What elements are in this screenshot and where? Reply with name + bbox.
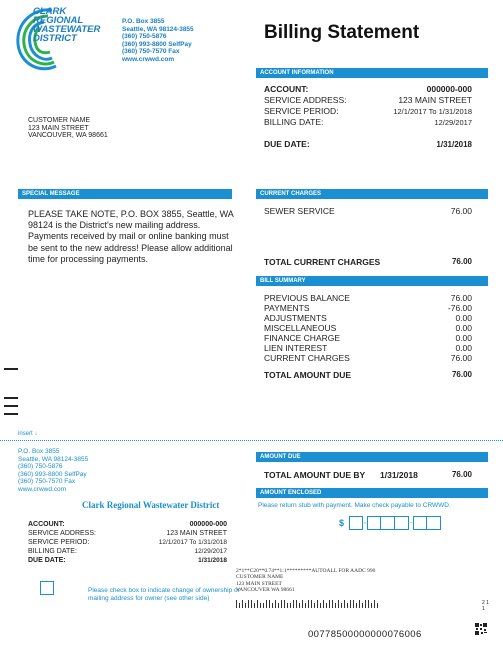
- stub-contact-po-box: P.O. Box 3855: [18, 448, 60, 455]
- mailing-address-block: [236, 568, 375, 593]
- contact-block: [122, 18, 194, 63]
- stub-contact-selfpay: (360) 993-8800 SelfPay: [18, 470, 87, 478]
- sewer-service-value: 76.00: [450, 206, 472, 216]
- summary-lien-value: 0.00: [455, 343, 472, 353]
- total-amount-due-label: TOTAL AMOUNT DUE: [264, 370, 352, 380]
- contact-fax: (360) 750-7570 Fax: [122, 48, 180, 55]
- contact-city: Seattle, WA 98124-3855: [122, 25, 194, 33]
- stub-contact-city: Seattle, WA 98124-3855: [18, 455, 89, 463]
- stub-billing-label: BILLING DATE:: [28, 548, 77, 555]
- mail-name: CUSTOMER NAME: [236, 574, 284, 581]
- stub-due-label: DUE DATE:: [28, 557, 66, 564]
- logo-name: [33, 7, 100, 43]
- stub-contact: [18, 448, 88, 494]
- service-address-label: SERVICE ADDRESS:: [264, 95, 347, 105]
- service-period-label: SERVICE PERIOD:: [264, 106, 339, 116]
- special-message-text: PLEASE TAKE NOTE, P.O. BOX 3855, Seattle, WA 98124 is the District's new mailing address. Payments received by mail or online banking must be sent to the new address! Please allow additional time for processing payments.: [28, 209, 234, 264]
- stub-address-value: 123 MAIN STREET: [166, 530, 227, 537]
- total-current-charges-label: TOTAL CURRENT CHARGES: [264, 257, 381, 267]
- stub-contact-phone: (360) 750-5876: [18, 463, 63, 471]
- summary-adjustments-label: ADJUSTMENTS: [264, 313, 327, 323]
- postal-barcode: [236, 600, 386, 608]
- stub-org-name: Clark Regional Wastewater District: [82, 500, 220, 510]
- logo-line-1: CLARK: [33, 6, 67, 17]
- sewer-service-label: SEWER SERVICE: [264, 206, 335, 216]
- stub-address-label: SERVICE ADDRESS:: [28, 530, 96, 537]
- ownership-change-note: Please check box to indicate change of ownership or mailing address for owner (see other side): [88, 587, 240, 602]
- logo-line-3: WASTEWATER: [33, 24, 101, 35]
- customer-city: VANCOUVER, WA 98661: [28, 132, 108, 139]
- account-label: ACCOUNT:: [264, 84, 309, 94]
- fold-mark: [4, 413, 18, 415]
- comma-glyph: ,: [363, 516, 367, 525]
- contact-phone: (360) 750-5876: [122, 33, 167, 40]
- summary-misc-label: MISCELLANEOUS: [264, 323, 337, 333]
- account-value: 000000-000: [426, 84, 472, 94]
- contact-selfpay: (360) 993-8800 SelfPay: [122, 40, 192, 48]
- summary-current-value: 76.00: [450, 353, 472, 363]
- amount-due-value: 76.00: [451, 470, 472, 479]
- logo-line-2: REGIONAL: [33, 15, 84, 26]
- contact-po-box: P.O. Box 3855: [122, 18, 165, 25]
- stub-contact-fax: (360) 750-7570 Fax: [18, 478, 76, 486]
- stub-period-value: 12/1/2017 To 1/31/2018: [158, 539, 227, 546]
- summary-finance-value: 0.00: [455, 333, 472, 343]
- summary-previous-value: 76.00: [450, 293, 472, 303]
- summary-lien-label: LIEN INTEREST: [264, 343, 328, 353]
- summary-adjustments-value: 0.00: [455, 313, 472, 323]
- current-charges-bar: CURRENT CHARGES: [256, 189, 488, 199]
- stub-account-label: ACCOUNT:: [28, 521, 65, 528]
- detach-line: [0, 440, 503, 441]
- summary-finance-label: FINANCE CHARGE: [264, 333, 341, 343]
- customer-street: 123 MAIN STREET: [28, 124, 89, 132]
- fold-mark: [4, 405, 18, 407]
- total-current-charges-value: 76.00: [451, 257, 472, 266]
- service-period-value: 12/1/2017 To 1/31/2018: [393, 107, 472, 116]
- due-date-value: 1/31/2018: [436, 140, 472, 149]
- qr-code-icon: [475, 623, 487, 635]
- logo-line-4: DISTRICT: [33, 33, 77, 44]
- total-amount-due-value: 76.00: [451, 370, 472, 379]
- billing-date-value: 12/29/2017: [434, 118, 472, 127]
- mail-street: 123 MAIN STREET: [236, 580, 282, 587]
- amount-digit-box[interactable]: [413, 516, 427, 530]
- fold-mark: [4, 368, 18, 370]
- ownership-change-checkbox[interactable]: [40, 581, 54, 595]
- summary-payments-label: PAYMENTS: [264, 303, 310, 313]
- summary-misc-value: 0.00: [455, 323, 472, 333]
- detach-label: insert ↓: [18, 431, 38, 437]
- service-address-value: 123 MAIN STREET: [398, 95, 472, 105]
- amount-due-bar: AMOUNT DUE: [256, 452, 488, 462]
- billing-date-label: BILLING DATE:: [264, 117, 324, 127]
- amount-digit-box[interactable]: [381, 516, 395, 530]
- amount-digit-box[interactable]: [367, 516, 381, 530]
- stub-period-label: SERVICE PERIOD:: [28, 539, 90, 546]
- stub-due-value: 1/31/2018: [198, 557, 227, 564]
- page-title: Billing Statement: [264, 22, 420, 43]
- due-date-label: DUE DATE:: [264, 139, 310, 149]
- bill-summary-bar: BILL SUMMARY: [256, 276, 488, 286]
- summary-previous-label: PREVIOUS BALANCE: [264, 293, 350, 303]
- stub-account-value: 000000-000: [189, 521, 227, 528]
- amount-enclosed-bar: AMOUNT ENCLOSED: [256, 488, 488, 498]
- mail-city: VANCOUVER WA 98661: [236, 586, 295, 593]
- fold-mark: [4, 397, 18, 399]
- summary-current-label: CURRENT CHARGES: [264, 353, 350, 363]
- summary-payments-value: -76.00: [447, 303, 472, 313]
- amount-due-label: TOTAL AMOUNT DUE BY: [264, 470, 366, 480]
- mail-code: 2*1**C20**0.74**1:1*********AUTOALL FOR AADC 990: [236, 568, 376, 574]
- amount-digit-box[interactable]: [427, 516, 441, 530]
- stub-contact-web[interactable]: www.crwwd.com: [18, 485, 67, 493]
- amount-enclosed-input[interactable]: [349, 516, 441, 530]
- customer-address: [28, 117, 108, 140]
- dollar-sign: $: [339, 518, 345, 528]
- customer-name: CUSTOMER NAME: [28, 117, 91, 124]
- account-info-bar: ACCOUNT INFORMATION: [256, 68, 488, 78]
- side-code: 2 1 1: [482, 600, 489, 612]
- special-message-bar: SPECIAL MESSAGE: [18, 189, 232, 199]
- decimal-glyph: .: [409, 516, 413, 525]
- stub-billing-value: 12/29/2017: [194, 548, 227, 555]
- contact-web[interactable]: www.crwwd.com: [122, 55, 175, 63]
- enclosed-note: Please return stub with payment. Make check payable to CRWWD.: [258, 502, 451, 509]
- amount-digit-box[interactable]: [349, 516, 363, 530]
- amount-digit-box[interactable]: [395, 516, 409, 530]
- amount-due-date: 1/31/2018: [380, 470, 418, 480]
- scanline: 00778500000000076006: [308, 629, 422, 640]
